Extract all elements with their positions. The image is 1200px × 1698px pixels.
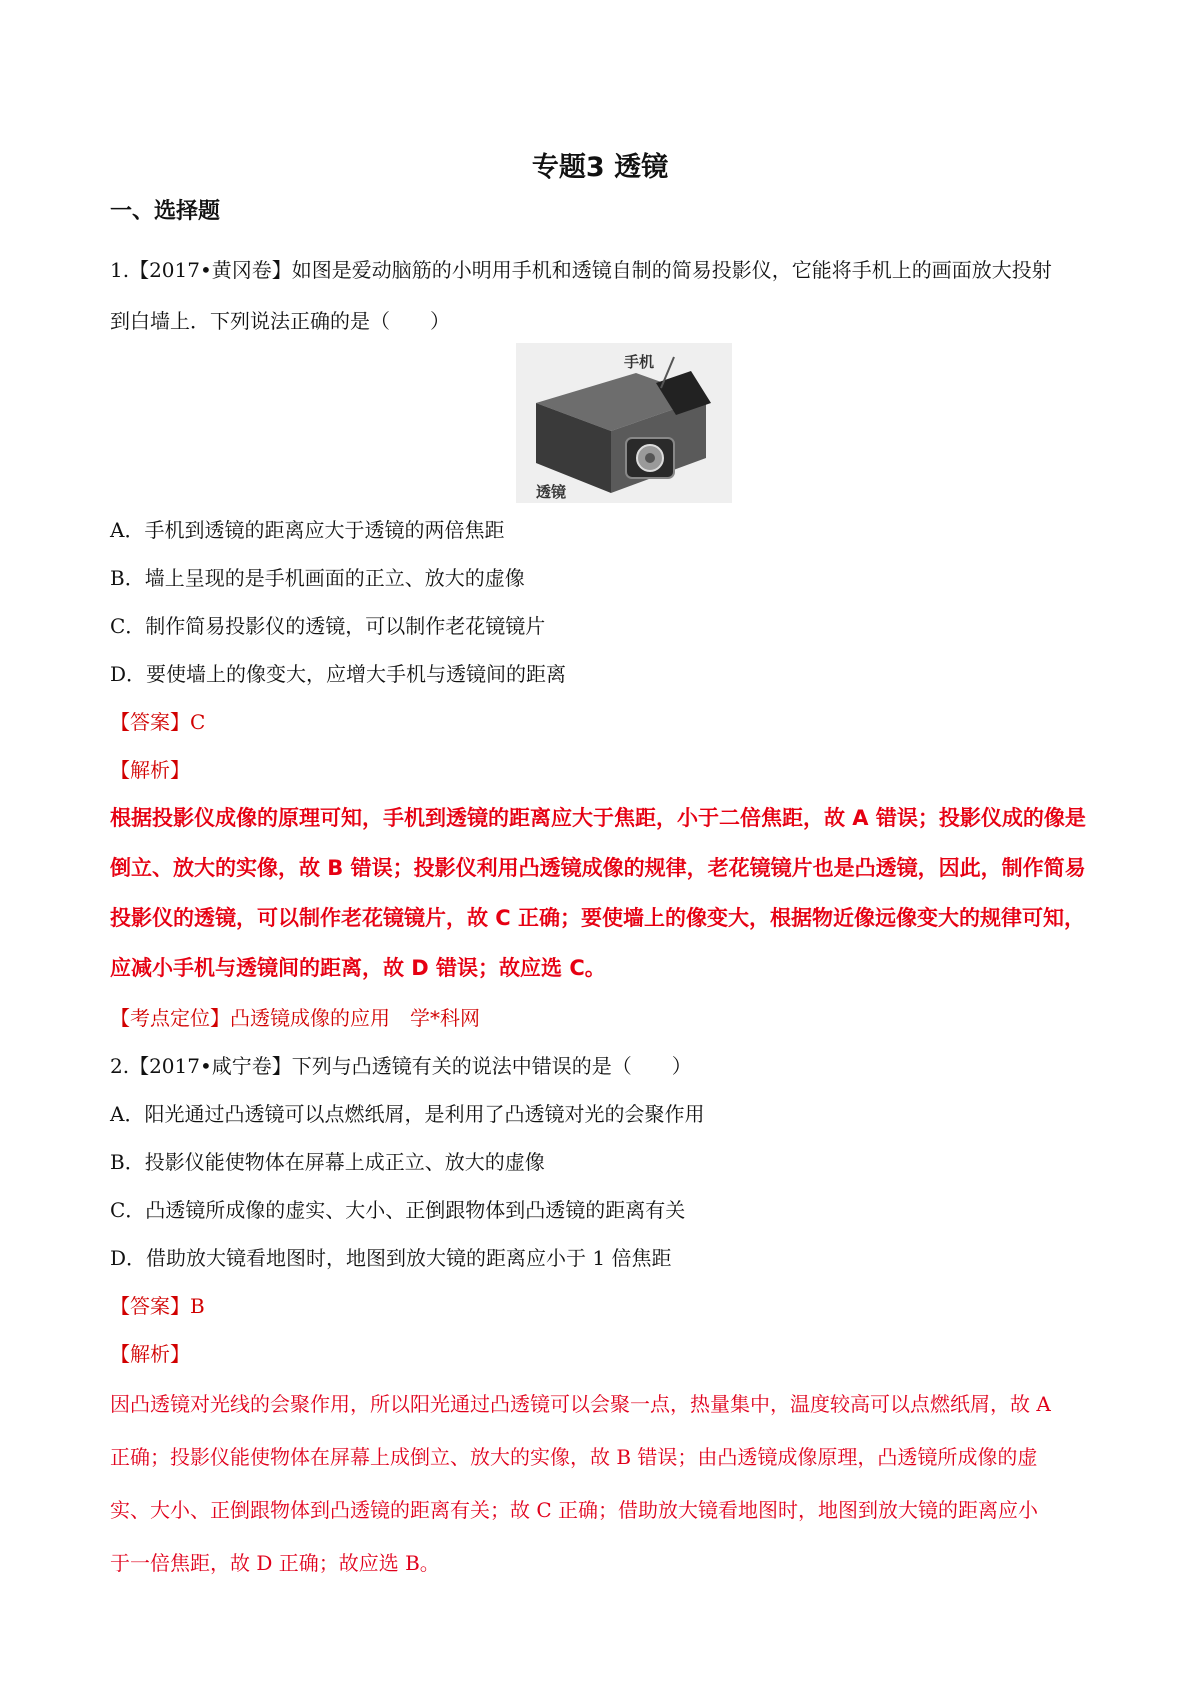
figure-label-phone: 手机 bbox=[624, 353, 655, 371]
q2-stem: 2.【2017•咸宁卷】下列与凸透镜有关的说法中错误的是（ ） bbox=[110, 1054, 692, 1078]
q1-analysis-line-4: 应减小手机与透镜间的距离，故 D 错误；故应选 C。 bbox=[110, 956, 606, 980]
q2-analysis-line-2: 正确；投影仪能使物体在屏幕上成倒立、放大的实像，故 B 错误；由凸透镜成像原理，凸透镜所成像的虚 bbox=[110, 1445, 1038, 1469]
page-title: 专题3 透镜 bbox=[531, 152, 669, 183]
q2-option-d: D．借助放大镜看地图时，地图到放大镜的距离应小于 1 倍焦距 bbox=[110, 1246, 672, 1270]
q1-option-c: C．制作简易投影仪的透镜，可以制作老花镜镜片 bbox=[110, 614, 546, 638]
q1-option-d: D．要使墙上的像变大，应增大手机与透镜间的距离 bbox=[110, 662, 567, 686]
q1-analysis-line-1: 根据投影仪成像的原理可知，手机到透镜的距离应大于焦距，小于二倍焦距，故 A 错误；投影仪成的像是 bbox=[110, 806, 1086, 830]
section-heading: 一、选择题 bbox=[110, 199, 221, 224]
q2-option-b: B．投影仪能使物体在屏幕上成正立、放大的虚像 bbox=[110, 1150, 545, 1174]
q2-analysis-label: 【解析】 bbox=[110, 1342, 190, 1366]
q2-analysis-line-3: 实、大小、正倒跟物体到凸透镜的距离有关；故 C 正确；借助放大镜看地图时，地图到放大镜的距离应小 bbox=[110, 1498, 1039, 1522]
q1-option-a: A．手机到透镜的距离应大于透镜的两倍焦距 bbox=[110, 518, 505, 542]
q2-analysis-line-1: 因凸透镜对光线的会聚作用，所以阳光通过凸透镜可以会聚一点，热量集中，温度较高可以点燃纸屑，故 A bbox=[110, 1392, 1051, 1416]
q1-option-b: B．墙上呈现的是手机画面的正立、放大的虚像 bbox=[110, 566, 525, 590]
projector-figure bbox=[516, 343, 732, 503]
q2-analysis-line-4: 于一倍焦距，故 D 正确；故应选 B。 bbox=[110, 1551, 440, 1575]
q1-stem-line-1: 1.【2017•黄冈卷】如图是爱动脑筋的小明用手机和透镜自制的简易投影仪，它能将手机上的画面放大投射 bbox=[110, 258, 1052, 282]
q1-analysis-line-2: 倒立、放大的实像，故 B 错误；投影仪利用凸透镜成像的规律，老花镜镜片也是凸透镜，因此，制作简易 bbox=[110, 856, 1086, 880]
q1-analysis-label: 【解析】 bbox=[110, 758, 190, 782]
q2-option-c: C．凸透镜所成像的虚实、大小、正倒跟物体到凸透镜的距离有关 bbox=[110, 1198, 686, 1222]
q2-option-a: A．阳光通过凸透镜可以点燃纸屑，是利用了凸透镜对光的会聚作用 bbox=[110, 1102, 705, 1126]
q1-point: 【考点定位】凸透镜成像的应用 学*科网 bbox=[110, 1006, 480, 1030]
q1-answer: 【答案】C bbox=[110, 710, 206, 734]
q1-stem-line-2: 到白墙上．下列说法正确的是（ ） bbox=[110, 309, 450, 333]
q1-analysis-line-3: 投影仪的透镜，可以制作老花镜镜片，故 C 正确；要使墙上的像变大，根据物近像远像变大的规律可知， bbox=[110, 906, 1086, 930]
q2-answer: 【答案】B bbox=[110, 1294, 205, 1318]
figure-label-lens: 透镜 bbox=[536, 483, 567, 501]
